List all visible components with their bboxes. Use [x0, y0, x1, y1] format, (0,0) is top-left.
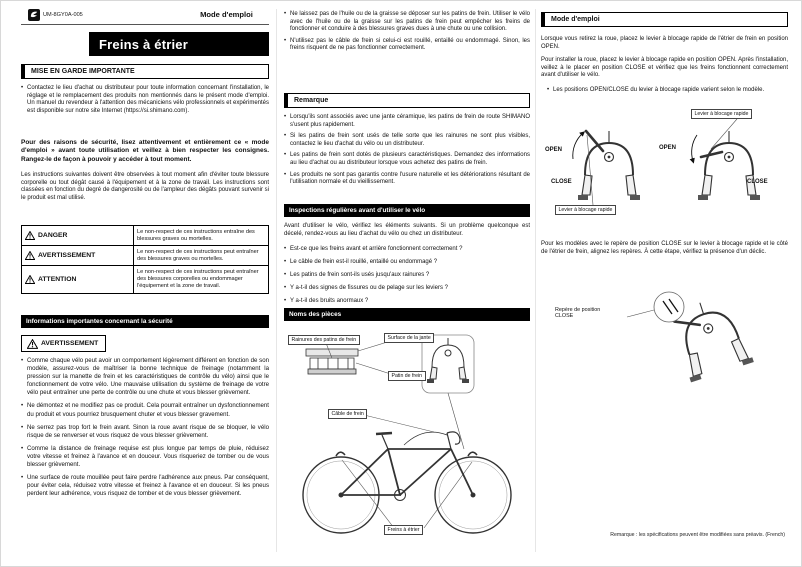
label-close-right: CLOSE — [747, 179, 768, 185]
section-header-remark: Remarque — [284, 93, 530, 108]
safety-extra-bullet-list — [284, 11, 530, 57]
hazard-text: Le non-respect de ces instructions peut entraîner des blessures graves ou mortelles. — [137, 248, 259, 262]
table-row — [22, 226, 268, 246]
list-item: • Les produits ne sont pas garantis contre l'usure naturelle et les détériorations résultant de l'utilisation normale et du vieillissement. — [284, 172, 530, 187]
brand-logo-icon — [30, 11, 38, 19]
list-item: • Comme chaque vélo peut avoir un comportement légèrement différent en fonction de son modèle, assurez-vous de maîtriser la bonne technique de freinage (notamment la pression sur la manette de frein et les caractéristiques de contrôle du vélo) ainsi que le fonctionnement de votre vélo. Une mauvaise utilisation du système de freinage de votre vélo peut entraîner une perte de contrôle ou une chute et vous blesser grièvement. — [21, 357, 269, 397]
warning-triangle-icon — [27, 339, 38, 349]
list-item: • Ne démontez et ne modifiez pas ce produit. Cela pourrait entraîner un dysfonctionnement du produit et vous pourriez brusquement chuter et vous blesser gravement. — [21, 402, 269, 418]
label-rim-surface: Surface de la jante — [384, 333, 434, 343]
table-row — [22, 266, 268, 292]
usage-close-mark-paragraph: Pour les modèles avec le repère de position CLOSE sur le levier à blocage rapide et le côté de l'étrier de frein, alignez les repères. À cette étape, vérifiez la présence d'un déclic. — [541, 241, 788, 255]
label-quick-release-lever-top: Levier à blocage rapide — [691, 109, 752, 119]
label-brake-cable: Câble de frein — [328, 409, 367, 419]
list-item: • Est-ce que les freins avant et arrière fonctionnent correctement ? — [284, 246, 530, 254]
warning-badge — [21, 335, 106, 352]
list-item: • Une surface de route mouillée peut faire perdre l'adhérence aux pneus. Par conséquent, pour éviter cela, réduisez votre vitesse et freinez à l'avance et en douceur. Si les pneus perdent leur adhérence, vous risquez de tomber et de vous blesser grièvement. — [21, 474, 269, 498]
label-open-left: OPEN — [545, 147, 563, 153]
label-close-left: CLOSE — [551, 179, 572, 185]
label-caliper-brakes: Freins à étrier — [384, 525, 423, 535]
caliper-open-close-drawing — [541, 99, 788, 237]
doc-code: UM-8GY0A-005 — [43, 12, 83, 18]
header-rule — [21, 24, 269, 25]
warning-badge-label: AVERTISSEMENT — [41, 340, 99, 347]
list-item: • Les positions OPEN/CLOSE du levier à blocage rapide varient selon le modèle. — [547, 87, 788, 95]
footer-note: Remarque : les spécifications peuvent être modifiées sans préavis. (French) — [610, 532, 785, 538]
list-item: • Y a-t-il des bruits anormaux ? — [284, 298, 530, 306]
hazard-text: Le non-respect de ces instructions peut entraîner des blessures corporelles ou endommager l'équipement et la zone de travail. — [137, 268, 259, 290]
label-brake-pad: Patin de frein — [388, 371, 426, 381]
usage-positions-note — [547, 87, 788, 99]
close-mark-diagram — [541, 267, 788, 399]
caliper-close-mark-drawing — [541, 267, 788, 399]
brand-logo — [28, 9, 40, 21]
grading-paragraph: Les instructions suivantes doivent être observées à tout moment afin d'éviter toute blessure corporelle ou tout dégât causé à l'équipement et à la zone de travail. Les instructions sont classées en fonction du degré de dangerosité ou de l'ampleur des dégâts pouvant survenir si le produit est mal utilisé. — [21, 172, 269, 201]
section-header-part-names: Noms des pièces — [284, 308, 530, 321]
list-item: • Les patins de frein sont-ils usés jusqu'aux rainures ? — [284, 272, 530, 280]
hazard-label-cell — [22, 226, 134, 245]
remark-bullet-list — [284, 114, 530, 191]
warning-triangle-icon — [25, 231, 35, 240]
hazard-table — [21, 225, 269, 294]
section-header-safety-info: Informations importantes concernant la sécurité — [21, 315, 269, 328]
header-mode-label: Mode d'emploi — [200, 10, 253, 19]
label-quick-release-lever-bottom: Levier à blocage rapide — [555, 205, 616, 215]
section-header-inspections: Inspections régulières avant d'utiliser le vélo — [284, 204, 530, 217]
parts-diagram — [284, 327, 530, 546]
hazard-text: Le non-respect de ces instructions entraîne des blessures graves ou mortelles. — [137, 228, 255, 242]
page-title: Freins à étrier — [89, 32, 269, 56]
list-item: • Y a-t-il des signes de fissures ou de pelage sur les leviers ? — [284, 285, 530, 293]
hazard-label-cell — [22, 246, 134, 265]
hazard-label-cell — [22, 266, 134, 292]
hazard-label: DANGER — [38, 232, 68, 240]
inspections-intro: Avant d'utiliser le vélo, vérifiez les éléments suivants. Si un problème quelconque est décelé, rendez-vous au lieu d'achat du vélo ou chez un distributeur. — [284, 223, 530, 237]
section-header-important-notice: MISE EN GARDE IMPORTANTE — [21, 64, 269, 79]
column-divider — [276, 9, 277, 552]
open-close-diagram — [541, 99, 788, 237]
list-item: • Le câble de frein est-il rouillé, entaillé ou endommagé ? — [284, 259, 530, 267]
notice-contact-paragraph: • Contactez le lieu d'achat ou distributeur pour toute information concernant l'installation, le réglage et le remplacement des produits non mentionnés dans le présent mode d'emploi. Un manuel du revendeur à l'attention des mécaniciens vélo professionnels et expérimentés est disponible sur notre site Internet (https://si.shimano.com). — [21, 85, 269, 119]
section-header-usage: Mode d'emploi — [541, 12, 788, 27]
list-item: • Ne laissez pas de l'huile ou de la graisse se déposer sur les patins de frein. Utiliser le vélo avec de l'huile ou de la graisse sur les patins de frein peut empêcher les freins de fonctionner et conduire à des blessures graves dues à une chute ou une collision. — [284, 11, 530, 34]
inspection-checklist — [284, 246, 530, 312]
label-open-right: OPEN — [659, 145, 677, 151]
safety-bold-paragraph: Pour des raisons de sécurité, lisez attentivement et entièrement ce « mode d'emploi » avant toute utilisation et veillez à bien respecter les consignes. Rangez-le de façon à pouvoir y accéder à tout moment. — [21, 139, 269, 163]
list-item: • Les patins de frein sont dotés de plusieurs caractéristiques. Demandez des informations au lieu d'achat ou au distributeur lorsque vous achetez des patins de frein. — [284, 152, 530, 167]
label-close-position-mark: Repère de position CLOSE — [555, 307, 601, 320]
list-item: • N'utilisez pas le câble de frein si celui-ci est rouillé, entaillé ou endommagé. Sinon, les freins risquent de ne pas fonctionner correctement. — [284, 38, 530, 53]
hazard-label: AVERTISSEMENT — [38, 252, 96, 260]
warning-triangle-icon — [25, 251, 35, 260]
column-divider — [535, 9, 536, 552]
list-item: • Comme la distance de freinage requise est plus longue par temps de pluie, réduisez votre vitesse et freinez à l'avance et en douceur. Vous risqueriez de tomber ou de vous blesser grièvement. — [21, 445, 269, 469]
bicycle-diagram — [284, 327, 530, 546]
list-item: • Ne serrez pas trop fort le frein avant. Sinon la roue avant risque de se bloquer, le vélo risque de se renverser et vous risquez de vous blesser grièvement. — [21, 424, 269, 440]
table-row — [22, 246, 268, 266]
hazard-label: ATTENTION — [38, 276, 77, 284]
usage-remove-paragraph: Lorsque vous retirez la roue, placez le levier à blocage rapide de l'étrier de frein en position OPEN. — [541, 36, 788, 50]
label-brake-pad-grooves: Rainures des patins de frein — [288, 335, 360, 345]
warning-triangle-icon — [25, 275, 35, 284]
list-item: • Si les patins de frein sont usés de telle sorte que les rainures ne sont plus visibles, contactez le lieu d'achat du vélo ou un distributeur. — [284, 133, 530, 148]
safety-bullet-list — [21, 357, 269, 503]
usage-install-paragraph: Pour installer la roue, placez le levier à blocage rapide en position OPEN. Après l'installation, veillez à le placer en position CLOSE et vérifiez que les freins fonctionnent correctement avant d'utiliser le vélo. — [541, 57, 788, 79]
list-item: • Lorsqu'ils sont associés avec une jante céramique, les patins de frein de route SHIMANO s'usent plus rapidement. — [284, 114, 530, 129]
